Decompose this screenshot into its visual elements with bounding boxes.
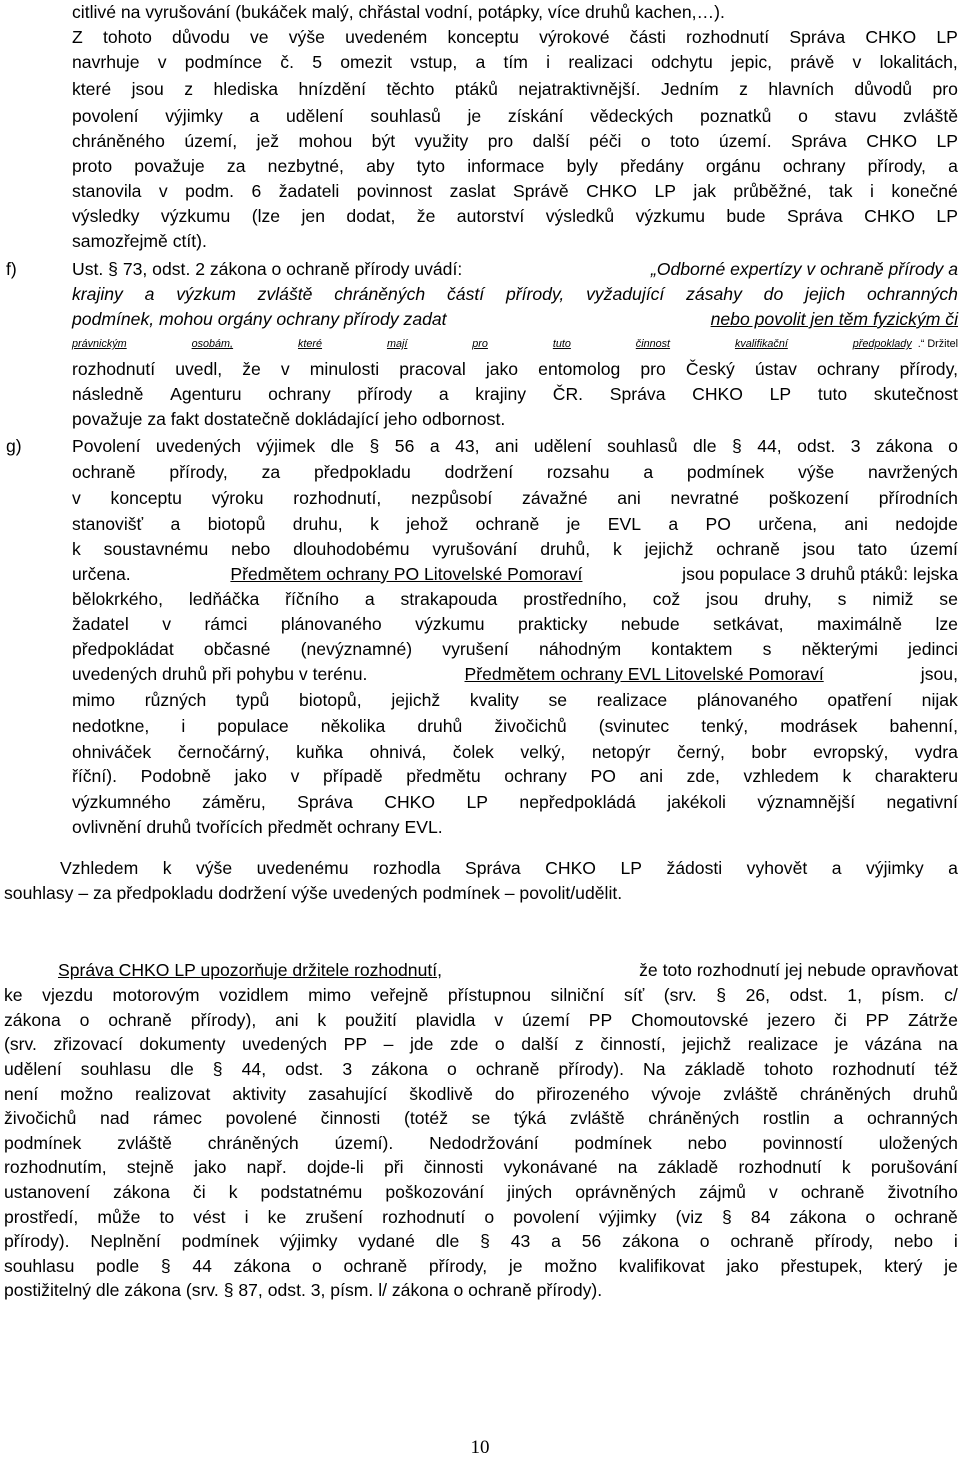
text-line: předpokládat občasné (nevýznamné) vyrušení náhodným kontaktem s některými jedinci — [72, 639, 958, 659]
text-line: v konceptu výroku rozhodnutí, nezpůsobí závažné ani nevratné poškození přírodních — [72, 488, 958, 508]
text-line: žadatel v rámci plánovaného výzkumu prakticky nebude setkávat, maximálně lze — [72, 614, 958, 634]
text-line — [58, 958, 958, 982]
text-line — [72, 257, 958, 281]
quote-underlined-run: právnickým osobám, které mají pro tuto činnost kvalifikační předpoklady — [72, 338, 912, 350]
text-line — [72, 332, 958, 356]
text-line: ke vjezdu motorovým vozidlem mimo veřejně přístupnou silniční síť (srv. § 26, odst. 1, písm. c/ — [4, 985, 958, 1005]
text-line: prostředí, může to vést i ke zrušení rozhodnutí o povolení výjimky (viz § 84 zákona o ochraně — [4, 1207, 958, 1227]
text-run: že toto rozhodnutí jej nebude opravňovat — [634, 960, 958, 980]
text-line: samozřejmě ctít). — [72, 231, 207, 251]
quote-line — [72, 307, 958, 331]
text-line: povolení výjimky a udělení souhlasů je získání vědeckých poznatků o stavu zvláště — [72, 106, 958, 126]
text-line: ohniváček černočárný, kuňka ohnivá, čolek velký, netopýr černý, bobr evropský, vydra — [72, 742, 958, 762]
text-run: určena. — [72, 564, 136, 584]
text-line: přírody). Neplnění podmínek výjimky vydané dle § 43 a 56 zákona o ochraně přírody, nebo i — [4, 1231, 958, 1251]
text-line — [72, 662, 958, 686]
text-line: považuje za fakt dostatečně dokládající jeho odbornost. — [72, 409, 506, 429]
text-line: Z tohoto důvodu ve výše uvedeném konceptu výrokové části rozhodnutí Správa CHKO LP — [72, 27, 958, 47]
text-line: souhlasy – za předpokladu dodržení výše uvedených podmínek – povolit/udělit. — [4, 883, 623, 903]
text-line: ustanovení zákona či k podstatnému poškozování jiných oprávněných zájmů v ochraně životního — [4, 1182, 958, 1202]
text-line: (srv. zřizovací dokumenty uvedených PP – jde zde o další z činností, jejichž realizace je vázána na — [4, 1034, 958, 1054]
text-run: jsou, — [915, 664, 958, 684]
page-number: 10 — [470, 1437, 490, 1458]
text-line — [72, 562, 958, 586]
text-line: ovlivnění druhů tvořících předmět ochrany EVL. — [72, 817, 443, 837]
text-line: Povolení uvedených výjimek dle § 56 a 43, ani udělení souhlasů dle § 44, odst. 3 zákona o — [72, 436, 958, 456]
text-line: Vzhledem k výše uvedenému rozhodla Správa CHKO LP žádosti vyhovět a výjimky a — [60, 858, 958, 878]
text-line: podmínek zvláště chráněných území). Nedodržování podmínek nebo povinností uložených — [4, 1133, 958, 1153]
text-line: mimo různých typů biotopů, jejichž kvality se realizace plánovaného opatření nijak — [72, 690, 958, 710]
text-line: chráněného území, jež mohou být využity pro další péči o toto území. Správa CHKO LP — [72, 131, 958, 151]
text-line: výzkumného záměru, Správa CHKO LP nepředpokládá jakékoli významnější negativní — [72, 792, 958, 812]
text-line: stanovila v podm. 6 žadateli povinnost zaslat Správě CHKO LP jak průběžné, tak i konečné — [72, 181, 958, 201]
text-line: citlivé na vyrušování (bukáček malý, chřástal vodní, potápky, více druhů kachen,…). — [72, 2, 725, 22]
text-line: výsledky výzkumu (lze jen dodat, že autorství výsledků výzkumu bude Správa CHKO LP — [72, 206, 958, 226]
text-line: proto považuje za nezbytné, aby tyto informace byly předány orgánu ochrany přírody, a — [72, 156, 958, 176]
text-line: udělení souhlasu dle § 44, odst. 3 zákona o ochraně přírody). Na základě tohoto rozhodnutí též — [4, 1059, 958, 1079]
text-line: bělokrkého, ledňáčka říčního a strakapouda prostředního, což jsou druhy, s nimiž se — [72, 589, 958, 609]
text-line: rozhodnutí uvedl, že v minulosti pracoval jako entomolog pro Český ústav ochrany přírody, — [72, 359, 958, 379]
text-line: ochraně přírody, za předpokladu dodržení rozsahu a podmínek výše navržených — [72, 462, 958, 482]
text-line: živočichů nad rámec povolené činnosti (totéž se týká zvláště chráněných rostlin a ochranných — [4, 1108, 958, 1128]
text-line: postižitelný dle zákona (srv. § 87, odst. 3, písm. l/ zákona o ochraně přírody). — [4, 1280, 603, 1300]
list-marker: f) — [6, 259, 17, 279]
text-line: stanovišť a biotopů druhu, k jehož ochraně je EVL a PO určena, ani nedojde — [72, 514, 958, 534]
quote-run: „Odborné expertízy v ochraně přírody a — [650, 259, 958, 279]
text-line: souhlasu podle § 44 zákona o ochraně přírody, je možno kvalifikovat jako přestupek, který je — [4, 1256, 958, 1276]
text-line: zákona o ochraně přírody), ani k použití plavidla v území PP Chomoutovské jezero či PP Zátrže — [4, 1010, 958, 1030]
text-line: k soustavnému nebo dlouhodobému vyrušování druhů, k jejichž ochraně jsou tato území — [72, 539, 958, 559]
text-run: uvedených druhů při pohybu v terénu. — [72, 664, 373, 684]
text-line: které jsou z hlediska hnízdění těchto ptáků nejatraktivnější. Jedním z hlavních důvodů pro — [72, 79, 958, 99]
quote-underlined-run: nebo povolit jen těm fyzickým či — [710, 309, 958, 329]
text-line: říční). Podobně jako v případě předmětu ochrany PO ani zde, vzhledem k charakteru — [72, 766, 958, 786]
text-run: Ust. § 73, odst. 2 zákona o ochraně přírody uvádí: — [72, 259, 468, 279]
text-run: .“ Držitel — [917, 338, 958, 350]
list-marker: g) — [6, 436, 22, 456]
underlined-run: Správa CHKO LP upozorňuje držitele rozhodnutí, — [58, 960, 443, 980]
text-line: následně Agenturu ochrany přírody a krajiny ČR. Správa CHKO LP tuto skutečnost — [72, 384, 958, 404]
text-line: nedotkne, i populace několika druhů živočichů (svinutec tenký, modrásek bahenní, — [72, 716, 958, 736]
text-run: jsou populace 3 druhů ptáků: lejska — [677, 564, 958, 584]
quote-line: krajiny a výzkum zvláště chráněných částí přírody, vyžadující zásahy do jejich ochranných — [72, 284, 958, 304]
text-line: není možno realizovat aktivity zasahující škodlivě do přirozeného vývoje zvláště chráněných druhů — [4, 1084, 958, 1104]
underlined-run: Předmětem ochrany PO Litovelské Pomoraví — [230, 564, 583, 584]
text-line: navrhuje v podmínce č. 5 omezit vstup, a tím i realizaci odchytu jepic, právě v lokalitách, — [72, 52, 958, 72]
text-line: rozhodnutím, stejně jako např. dojde-li při činnosti vykonávané na základě rozhodnutí k porušování — [4, 1157, 958, 1177]
quote-run: podmínek, mohou orgány ochrany přírody zadat — [72, 309, 452, 329]
underlined-run: Předmětem ochrany EVL Litovelské Pomoraví — [464, 664, 824, 684]
